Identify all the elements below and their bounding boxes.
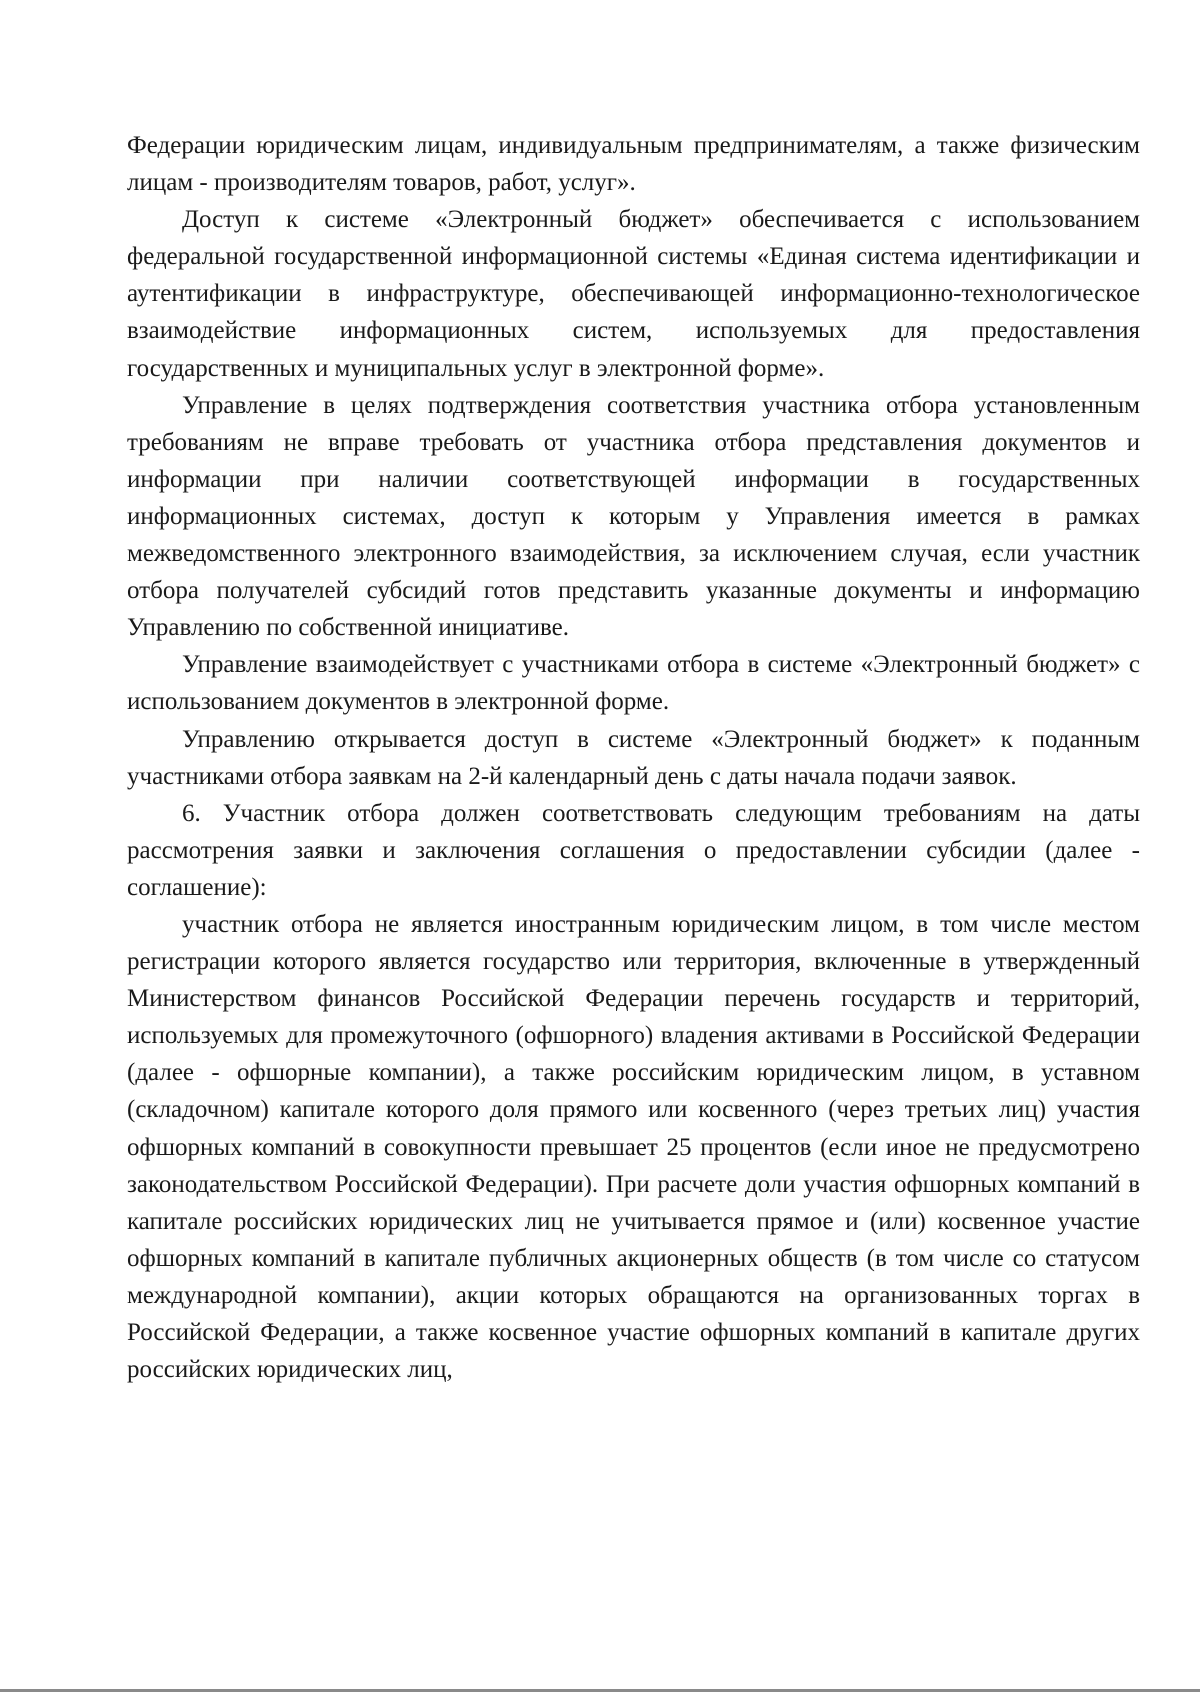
paragraph-7: участник отбора не является иностранным юридическим лицом, в том числе местом регистрации которого является государство или территория, включенные в утвержденный Министерством финансов Российской Федерации перечень государств и территорий, используемых для промежуточного (офшорного) владения активами в Российской Федерации (далее - офшорные компании), а также российским юридическим лицом, в уставном (складочном) капитале которого доля прямого или косвенного (через третьих лиц) участия офшорных компаний в совокупности превышает 25 процентов (если иное не предусмотрено законодательством Российской Федерации). При расчете доли участия офшорных компаний в капитале российских юридических лиц не учитывается прямое и (или) косвенное участие офшорных компаний в капитале публичных акционерных обществ (в том числе со статусом международной компании), акции которых обращаются на организованных торгах в Российской Федерации, а также косвенное участие офшорных компаний в капитале других российских юридических лиц, xyxy=(127,910,1140,1384)
paragraph-1: Федерации юридическим лицам, индивидуальным предпринимателям, а также физическим лицам - производителям товаров, работ, услуг». xyxy=(127,132,1140,197)
paragraph-5: Управлению открывается доступ в системе «Электронный бюджет» к поданным участниками отбора заявкам на 2-й календарный день с даты начала подачи заявок. xyxy=(127,725,1140,790)
document-body xyxy=(127,127,1140,1388)
paragraph-2: Доступ к системе «Электронный бюджет» обеспечивается с использованием федеральной государственной информационной системы «Единая система идентификации и аутентификации в инфраструктуре, обеспечивающей информационно-технологическое взаимодействие информационных систем, используемых для предоставления государственных и муниципальных услуг в электронной форме». xyxy=(127,206,1140,382)
page-bottom-rule xyxy=(0,1689,1200,1692)
paragraph-3: Управление в целях подтверждения соответствия участника отбора установленным требованиям не вправе требовать от участника отбора представления документов и информации при наличии соответствующей информации в государственных информационных системах, доступ к которым у Управления имеется в рамках межведомственного электронного взаимодействия, за исключением случая, если участник отбора получателей субсидий готов представить указанные документы и информацию Управлению по собственной инициативе. xyxy=(127,391,1140,642)
paragraph-4: Управление взаимодействует с участниками отбора в системе «Электронный бюджет» с использованием документов в электронной форме. xyxy=(127,651,1140,716)
paragraph-6: 6. Участник отбора должен соответствовать следующим требованиям на даты рассмотрения заявки и заключения соглашения о предоставлении субсидии (далее - соглашение): xyxy=(127,799,1140,901)
